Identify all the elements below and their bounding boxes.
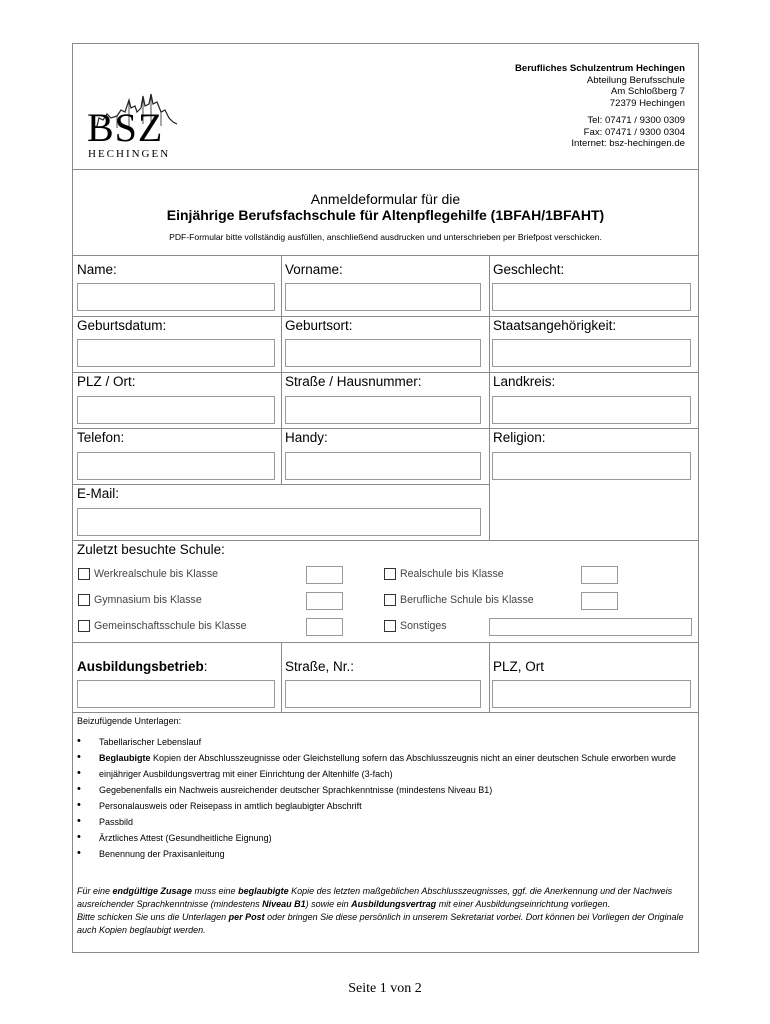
plz-ort-field[interactable] bbox=[77, 396, 275, 424]
city: 72379 Hechingen bbox=[609, 97, 685, 109]
ausbildungsbetrieb-text: Ausbildungsbetrieb bbox=[77, 659, 204, 674]
name-field[interactable] bbox=[77, 283, 275, 311]
school-address bbox=[515, 63, 685, 150]
checkbox-icon[interactable] bbox=[384, 594, 396, 606]
staatsangehoerigkeit-field[interactable] bbox=[492, 339, 691, 367]
handy-field[interactable] bbox=[285, 452, 481, 480]
ausbildungsbetrieb-colon: : bbox=[203, 659, 208, 674]
beglaubigte-text: Beglaubigte bbox=[99, 753, 151, 763]
list-item: • Tabellarischer Lebenslauf bbox=[77, 737, 693, 748]
staatsangehoerigkeit-label: Staatsangehörigkeit: bbox=[493, 318, 617, 333]
sonstiges-checkbox[interactable] bbox=[384, 620, 447, 632]
berufliche-schule-checkbox[interactable] bbox=[384, 594, 534, 606]
geburtsdatum-label: Geburtsdatum: bbox=[77, 318, 167, 333]
strasse-field[interactable] bbox=[285, 396, 481, 424]
werkrealschule-klasse-field[interactable] bbox=[306, 566, 343, 584]
telefon-field[interactable] bbox=[77, 452, 275, 480]
betrieb-plz-label: PLZ, Ort bbox=[493, 659, 545, 674]
sonstiges-label: Sonstiges bbox=[400, 620, 447, 632]
list-item: • Personalausweis oder Reisepass in amtlich beglaubigter Abschrift bbox=[77, 801, 693, 812]
school-name: Berufliches Schulzentrum Hechingen bbox=[514, 63, 685, 74]
landkreis-field[interactable] bbox=[492, 396, 691, 424]
berufliche-schule-label: Berufliche Schule bis Klasse bbox=[400, 594, 534, 606]
checkbox-icon[interactable] bbox=[78, 594, 90, 606]
vorname-field[interactable] bbox=[285, 283, 481, 311]
realschule-label: Realschule bis Klasse bbox=[400, 568, 504, 580]
betrieb-strasse-label: Straße, Nr.: bbox=[285, 659, 355, 674]
landkreis-label: Landkreis: bbox=[493, 374, 556, 389]
betrieb-plz-field[interactable] bbox=[492, 680, 691, 708]
vorname-label: Vorname: bbox=[285, 262, 343, 277]
checkbox-icon[interactable] bbox=[384, 568, 396, 580]
checkbox-icon[interactable] bbox=[78, 620, 90, 632]
website: Internet: bsz-hechingen.de bbox=[571, 138, 685, 149]
street: Am Schloßberg 7 bbox=[610, 86, 685, 97]
geburtsort-label: Geburtsort: bbox=[285, 318, 353, 333]
gemeinschaftsschule-label: Gemeinschaftsschule bis Klasse bbox=[94, 620, 247, 632]
logo-bsz-text: BSZ bbox=[87, 105, 164, 150]
schule-label: Zuletzt besuchte Schule: bbox=[77, 542, 225, 557]
religion-field[interactable] bbox=[492, 452, 691, 480]
ausbildungsbetrieb-label bbox=[77, 659, 208, 674]
betrieb-strasse-field[interactable] bbox=[285, 680, 481, 708]
email-label: E-Mail: bbox=[77, 486, 120, 501]
documents-list bbox=[77, 737, 693, 860]
required-documents bbox=[77, 716, 693, 865]
note-paragraph-1: Für eine endgültige Zusage muss eine beglaubigte Kopie des letzten maßgeblichen Abschlusszeugnisses, ggf. die Anerkennung und der Nachweis ausreichender Sprachkenntnisse (mindestens Niveau B1) sowie ein Ausbildungsvertrag mit einer Ausbildungseinrichtung vorliegen. bbox=[77, 886, 673, 909]
geschlecht-label: Geschlecht: bbox=[493, 262, 565, 277]
list-item: • Benennung der Praxisanleitung bbox=[77, 849, 693, 860]
note-paragraph-2: Bitte schicken Sie uns die Unterlagen per Post oder bringen Sie diese persönlich in unserem Sekretariat vorbei. Dort können bei Vorliegen der Originale auch Kopien beglaubigt werden. bbox=[77, 912, 684, 935]
geburtsdatum-field[interactable] bbox=[77, 339, 275, 367]
item2-text: Kopien der Abschlusszeugnisse oder Gleichstellung sofern das Abschlusszeugnis nicht an einer deutschen Schule erworben wurde bbox=[150, 753, 676, 763]
gemeinschaftsschule-checkbox[interactable] bbox=[78, 620, 247, 632]
werkrealschule-checkbox[interactable] bbox=[78, 568, 218, 580]
gymnasium-klasse-field[interactable] bbox=[306, 592, 343, 610]
telephone: Tel: 07471 / 9300 0309 bbox=[587, 115, 685, 126]
list-item: • Gegebenenfalls ein Nachweis ausreichender deutscher Sprachkenntnisse (mindestens Niveau B1) bbox=[77, 785, 693, 796]
fax: Fax: 07471 / 9300 0304 bbox=[583, 126, 685, 138]
realschule-checkbox[interactable] bbox=[384, 568, 504, 580]
checkbox-icon[interactable] bbox=[78, 568, 90, 580]
sonstiges-field[interactable] bbox=[489, 618, 692, 636]
application-form bbox=[72, 43, 699, 953]
plz-ort-label: PLZ / Ort: bbox=[77, 374, 136, 389]
documents-heading: Beizufügende Unterlagen: bbox=[77, 716, 182, 726]
geschlecht-field[interactable] bbox=[492, 283, 691, 311]
religion-label: Religion: bbox=[493, 430, 546, 445]
email-field[interactable] bbox=[77, 508, 481, 536]
realschule-klasse-field[interactable] bbox=[581, 566, 618, 584]
geburtsort-field[interactable] bbox=[285, 339, 481, 367]
logo-city-text: HECHINGEN bbox=[88, 148, 171, 160]
telefon-label: Telefon: bbox=[77, 430, 125, 445]
werkrealschule-label: Werkrealschule bis Klasse bbox=[94, 568, 219, 580]
gymnasium-checkbox[interactable] bbox=[78, 594, 202, 606]
gymnasium-label: Gymnasium bis Klasse bbox=[94, 594, 202, 606]
submission-note bbox=[77, 885, 693, 937]
name-label: Name: bbox=[77, 262, 117, 277]
ausbildungsbetrieb-field[interactable] bbox=[77, 680, 275, 708]
berufliche-schule-klasse-field[interactable] bbox=[581, 592, 618, 610]
list-item bbox=[77, 753, 693, 764]
form-title-line1: Anmeldeformular für die bbox=[310, 191, 461, 207]
form-instructions: PDF-Formular bitte vollständig ausfüllen, anschließend ausdrucken und unterschrieben per Briefpost verschicken. bbox=[169, 232, 602, 242]
strasse-label: Straße / Hausnummer: bbox=[285, 374, 422, 389]
list-item: • Ärztliches Attest (Gesundheitliche Eignung) bbox=[77, 833, 693, 844]
list-item: • Passbild bbox=[77, 817, 693, 828]
list-item: • einjähriger Ausbildungsvertrag mit einer Einrichtung der Altenhilfe (3-fach) bbox=[77, 769, 693, 780]
handy-label: Handy: bbox=[285, 430, 328, 445]
department: Abteilung Berufsschule bbox=[586, 74, 685, 86]
page-number: Seite 1 von 2 bbox=[348, 981, 422, 996]
gemeinschaftsschule-klasse-field[interactable] bbox=[306, 618, 343, 636]
form-title-line2: Einjährige Berufsfachschule für Altenpflegehilfe (1BFAH/1BFAHT) bbox=[166, 207, 605, 223]
checkbox-icon[interactable] bbox=[384, 620, 396, 632]
